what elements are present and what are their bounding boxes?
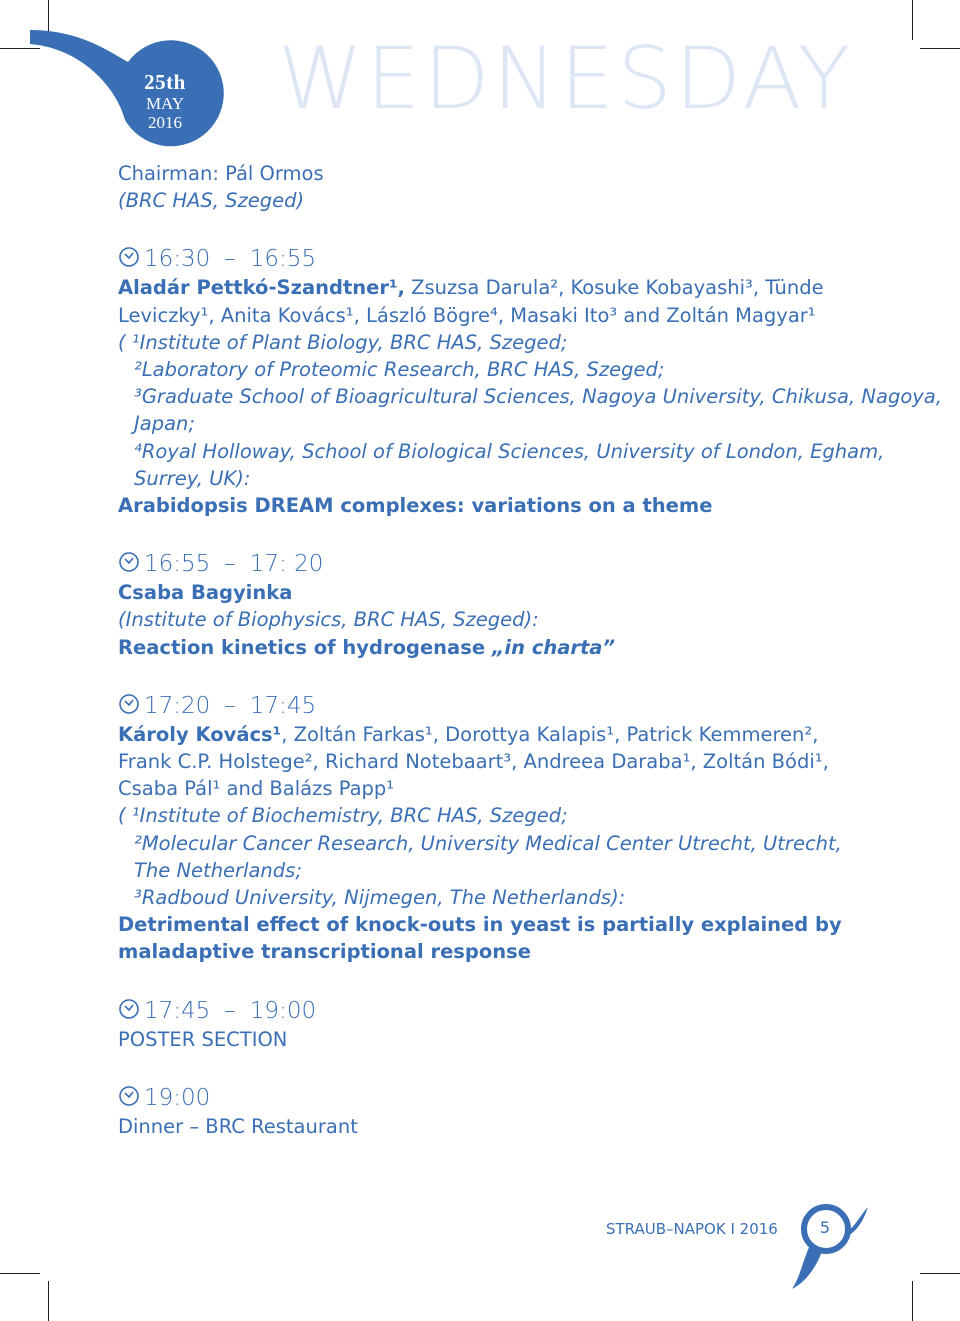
- authors-line: Frank C.P. Holstege², Richard Notebaart³, Andreea Daraba¹, Zoltán Bódi¹,: [118, 750, 829, 774]
- affiliation-line: ³Radboud University, Nijmegen, The Netherlands):: [134, 886, 626, 910]
- authors-text: , Zoltán Farkas¹, Dorottya Kalapis¹, Patrick Kemmeren²,: [281, 722, 819, 746]
- spacer: [118, 966, 878, 996]
- spacer: [118, 1053, 878, 1083]
- authors-line: [118, 274, 878, 301]
- time-slot-dinner: [118, 1083, 878, 1113]
- talk-title-italic: „in charta”: [491, 635, 616, 659]
- time-dash: –: [224, 692, 236, 719]
- page-number-drop-shape: [760, 1185, 870, 1295]
- date-year: 2016: [148, 113, 182, 132]
- time-start: 16:55: [144, 551, 211, 578]
- affiliation-line: ⁴Royal Holloway, School of Biological Sciences, University of London, Egham,: [134, 439, 885, 463]
- crop-mark: [920, 48, 960, 49]
- affiliation-line: ²Laboratory of Proteomic Research, BRC HAS, Szeged;: [134, 358, 665, 382]
- authors-line: Leviczky¹, Anita Kovács¹, László Bögre⁴, Masaki Ito³ and Zoltán Magyar¹: [118, 303, 816, 327]
- time-end: 17:45: [249, 692, 317, 719]
- spacer: [118, 661, 878, 691]
- crop-mark: [48, 1281, 49, 1321]
- crop-mark: [912, 0, 913, 40]
- clock-icon: [118, 246, 140, 268]
- talk-title: Arabidopsis DREAM complexes: variations on a theme: [118, 494, 713, 518]
- talk-title: [118, 634, 878, 661]
- affiliation-line: ³Graduate School of Bioagricultural Sciences, Nagoya University, Chikusa, Nagoya,: [134, 385, 942, 409]
- affiliation-line: Japan;: [134, 412, 195, 436]
- lead-author: Károly Kovács¹: [118, 722, 282, 746]
- time-slot-2: [118, 549, 878, 579]
- weekday-title: WEDNESDAY: [278, 29, 854, 129]
- clock-icon: [118, 1085, 140, 1107]
- dinner-label: Dinner – BRC Restaurant: [118, 1114, 358, 1138]
- lead-author: Csaba Bagyinka: [118, 581, 293, 605]
- affiliation-line: (Institute of Biophysics, BRC HAS, Szeged):: [118, 608, 539, 632]
- date-badge: [120, 72, 210, 131]
- affiliation-line: The Netherlands;: [134, 858, 302, 882]
- chair-affiliation: (BRC HAS, Szeged): [118, 189, 305, 213]
- authors-line: [118, 721, 878, 748]
- talk-title-text: Reaction kinetics of hydrogenase: [118, 635, 492, 659]
- talk-title: Detrimental effect of knock-outs in yeast is partially explained by: [118, 913, 842, 937]
- time-dash: –: [224, 246, 236, 273]
- time-start: 17:20: [144, 692, 211, 719]
- authors-text: Zsuzsa Darula², Kosuke Kobayashi³, Tünde: [404, 276, 824, 300]
- page-number: 5: [819, 1218, 831, 1237]
- time-slot-3: [118, 691, 878, 721]
- footer-event: STRAUB–NAPOK I 2016: [606, 1220, 778, 1238]
- authors-line: Csaba Pál¹ and Balázs Papp¹: [118, 777, 395, 801]
- time-start: 19:00: [144, 1084, 211, 1111]
- spacer: [118, 214, 878, 244]
- affiliation-line: Surrey, UK):: [134, 466, 251, 490]
- time-slot-poster: [118, 996, 878, 1026]
- time-start: 17:45: [144, 997, 211, 1024]
- crop-mark: [912, 1281, 913, 1321]
- clock-icon: [118, 551, 140, 573]
- time-dash: –: [224, 551, 236, 578]
- date-day: 25th: [144, 70, 186, 94]
- lead-author: Aladár Pettkó-Szandtner¹,: [118, 276, 405, 300]
- affiliation-line: ( ¹Institute of Plant Biology, BRC HAS, Szeged;: [118, 330, 568, 354]
- time-start: 16:30: [144, 246, 211, 273]
- time-end: 17: 20: [249, 551, 324, 578]
- time-dash: –: [224, 997, 236, 1024]
- spacer: [118, 519, 878, 549]
- chair-name: Chairman: Pál Ormos: [118, 162, 324, 185]
- poster-label: POSTER SECTION: [118, 1027, 288, 1051]
- program-content: [118, 160, 942, 1140]
- time-end: 16:55: [249, 246, 317, 273]
- affiliation-line: ²Molecular Cancer Research, University Medical Center Utrecht, Utrecht,: [134, 831, 842, 855]
- affiliation-line: ( ¹Institute of Biochemistry, BRC HAS, Szeged;: [118, 804, 568, 828]
- crop-mark: [0, 1273, 40, 1274]
- date-month: MAY: [145, 94, 185, 113]
- crop-mark: [920, 1273, 960, 1274]
- clock-icon: [118, 998, 140, 1020]
- time-slot-1: [118, 244, 878, 274]
- time-end: 19:00: [249, 997, 317, 1024]
- clock-icon: [118, 693, 140, 715]
- talk-title: maladaptive transcriptional response: [118, 940, 531, 964]
